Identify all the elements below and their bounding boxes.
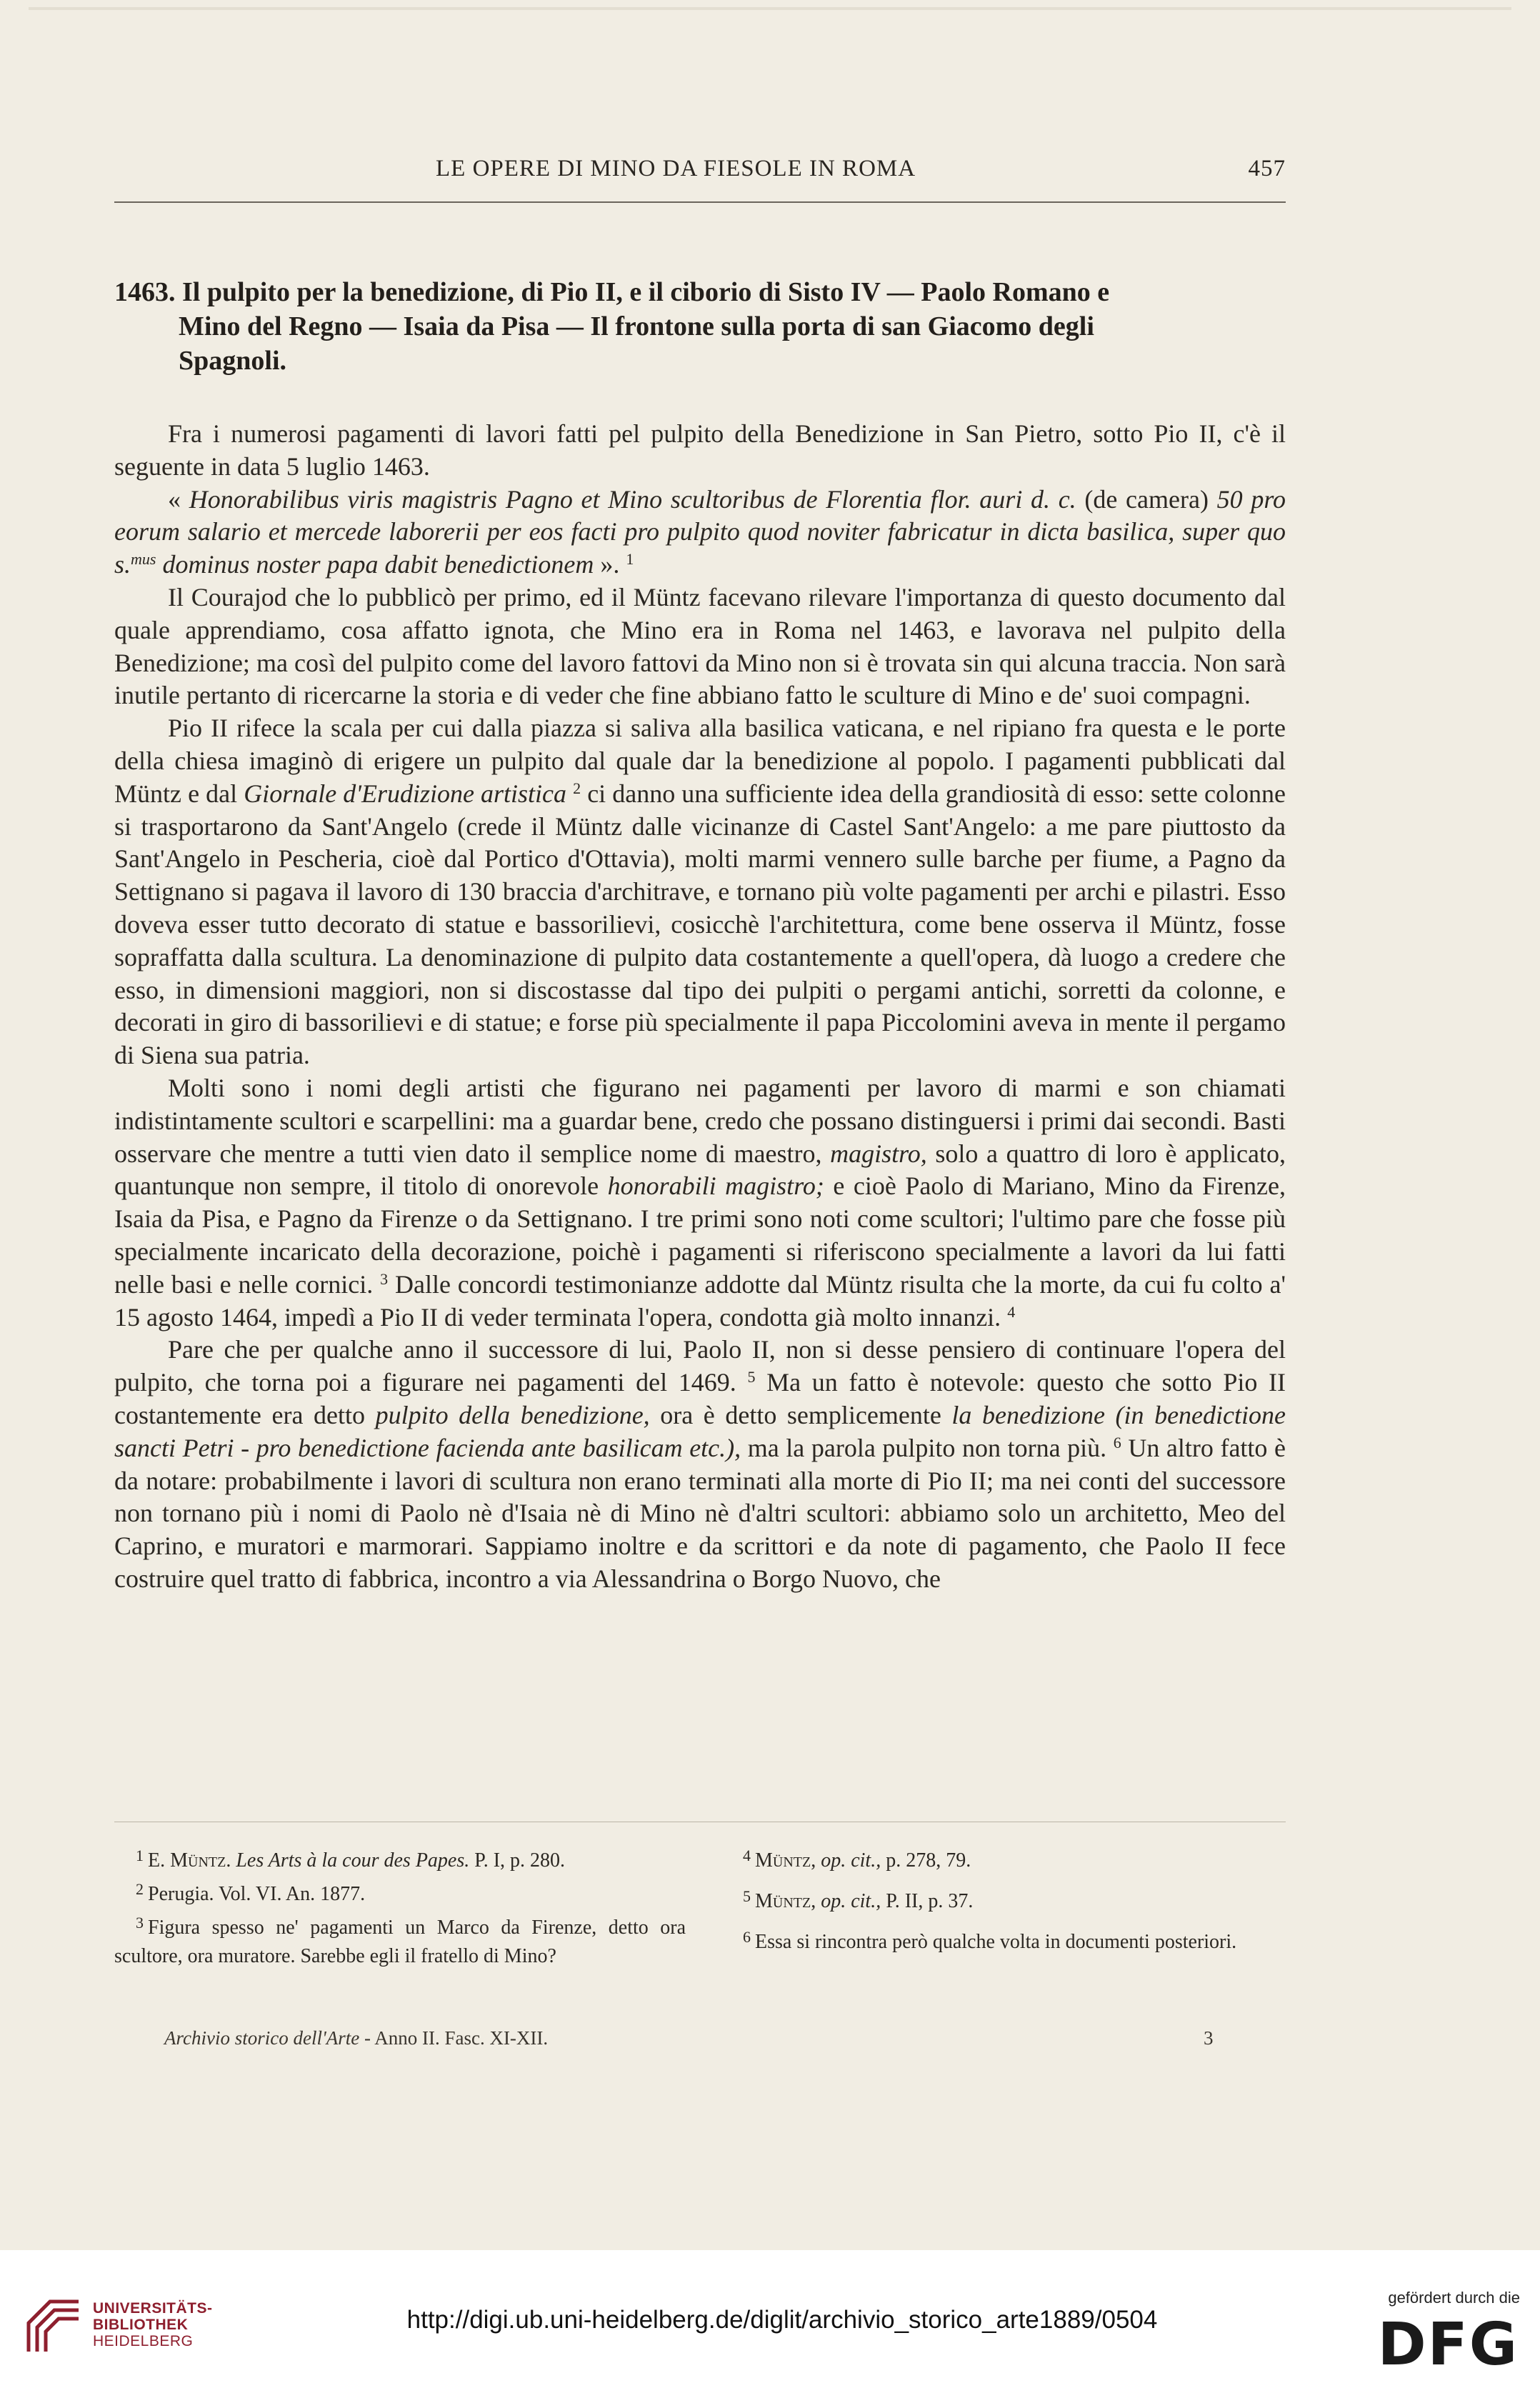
paragraph-5: Molti sono i nomi degli artisti che figurano nei pagamenti per lavoro di marmi e son chiamati indistintamente scultori e scarpellini: ma a guardar bene, credo che possano distinguersi i primi dai secondi. Basti osservare che mentre a tutti vien dato il semplice nome di maestro, magistro, solo a quattro di loro è applicato, quantunque non sempre, il titolo di onorevole honorabili magistro; e cioè Paolo di Mariano, Mino da Firenze, Isaia da Pisa, e Pagno da Firenze o da Settignano. I tre primi sono noti come scultori; l'ultimo pare che fosse più specialmente incaricato della decorazione, poichè i pagamenti si riferiscono specialmente a lavori da lui fatti nelle basi e nelle cornici. $^3$ Dalle concordi testimonianze addotte dal Müntz risulta che la morte, da cui fu colto a' 15 agosto 1464, impedì a Pio II di veder terminata l'opera, condotta già molto innanzi. $^4$ (114, 1073, 1286, 1332)
footnote-ref-2: 2 (573, 779, 581, 797)
page-edge (29, 7, 1511, 10)
section-heading (114, 275, 1286, 378)
footnotes-right-column (721, 1842, 1286, 1964)
digitization-footer (0, 2250, 1540, 2398)
footnote-4: $^4$ Müntz, op. cit., p. 278, 79. (743, 1847, 971, 1872)
footnote-3: $^3$ Figura spesso ne' pagamenti un Marco da Firenze, detto ora scultore, ora muratore. Sarebbe egli il fratello di Mino? (114, 1914, 686, 1967)
dfg-logo: DFG (1377, 2311, 1519, 2379)
footnote-1: $^1$ E. Müntz. Les Arts à la cour des Papes. P. I, p. 280. (136, 1847, 566, 1872)
gathering-signature: 3 (1204, 2027, 1214, 2049)
library-name: UNIVERSITÄTS- BIBLIOTHEK HEIDELBERG (93, 2300, 213, 2349)
heading-line-1: 1463. Il pulpito per la benedizione, di Pio II, e il ciborio di Sisto IV — Paolo Romano e (114, 277, 1110, 307)
latin-quote-1: Honorabilibus viris magistris Pagno et Mino scultoribus de Florentia flor. auri d. c. (189, 484, 1076, 514)
footnotes-left-column (114, 1842, 686, 1971)
page-bottom-line (114, 2027, 1286, 2056)
footnote-5: $^5$ Müntz, op. cit., P. II, p. 37. (743, 1887, 974, 1912)
university-library-logo-icon (21, 2294, 86, 2359)
footnote-2: $^2$ Perugia. Vol. VI. An. 1877. (136, 1880, 366, 1905)
running-head (114, 156, 1286, 199)
latin-quote-2: 50 pro eorum salario et mercede laborerii per eos facti pro pulpito quod noviter fabricatur in dicta basilica, super quo s. (114, 484, 1286, 579)
permalink-url[interactable]: http://digi.ub.uni-heidelberg.de/diglit/archivio_storico_arte1889/0504 (406, 2306, 1158, 2334)
paragraph-6: Pare che per qualche anno il successore di lui, Paolo II, non si desse pensiero di continuare l'opera del pulpito, che torna poi a figurare nei pagamenti del 1469. $^5$ Ma un fatto è notevole: questo che sotto Pio II costantemente era detto pulpito della benedizione, ora è detto semplicemente la benedizione (in benedictione sancti Petri - pro benedictione facienda ante basilicam etc.), ma la parola pulpito non torna più. $^6$ Un altro fatto è da notare: probabilmente i lavori di scultura non erano terminati alla morte di Pio II; ma nei conti del successore non tornano più i nomi di Paolo nè d'Isaia nè di Mino nè d'altri scultori: abbiamo solo un architetto, Meo del Caprino, e muratori e marmorari. Sappiamo inoltre e da scrittori e da note di pagamento, che Paolo II fece costruire quel tratto di fabbrica, incontro a via Alessandrina o Borgo Nuovo, che (114, 1335, 1286, 1593)
footnote-ref-5: 5 (747, 1368, 756, 1387)
body-text (114, 418, 1286, 1596)
heading-line-2: Mino del Regno — Isaia da Pisa — Il frontone sulla porta di san Giacomo degli (179, 311, 1094, 341)
page-number: 457 (1248, 156, 1286, 181)
footnote-ref-3: 3 (380, 1269, 389, 1288)
journal-title-ref: Giornale d'Erudizione artistica (244, 779, 567, 808)
footnote-6: $^6$ Essa si rincontra però qualche volta in documenti posteriori. (743, 1928, 1237, 1953)
journal-signature: Archivio storico dell'Arte - Anno II. Fasc. XI-XII. (164, 2027, 549, 2049)
footnote-ref-4: 4 (1007, 1302, 1016, 1321)
paragraph-2: « Honorabilibus viris magistris Pagno et Mino scultoribus de Florentia flor. auri d. c. (de camera) 50 pro eorum salario et mercede laborerii per eos facti pro pulpito quod noviter fabricatur in dicta basilica, super quo s.$^{mus}$ dominus noster papa dabit benedictionem ». $^1$ (114, 484, 1286, 579)
footnote-ref-6: 6 (1113, 1433, 1121, 1452)
paragraph-3: Il Courajod che lo pubblicò per primo, ed il Müntz facevano rilevare l'importanza di questo documento dal quale apprendiamo, cosa affatto ignota, che Mino era in Roma nel 1463, e lavorava nel pulpito della Benedizione; ma così del pulpito come del lavoro fattovi da Mino non si è trovata sin qui alcuna traccia. Non sarà inutile pertanto di ricercarne la storia e di veder che fine abbiano fatto le sculture di Mino e de' suoi compagni. (114, 582, 1286, 710)
paragraph-1: Fra i numerosi pagamenti di lavori fatti pel pulpito della Benedizione in San Pietro, sotto Pio II, c'è il seguente in data 5 luglio 1463. (114, 419, 1286, 481)
running-head-title: LE OPERE DI MINO DA FIESOLE IN ROMA (436, 156, 916, 181)
header-rule (114, 201, 1286, 203)
paragraph-4: Pio II rifece la scala per cui dalla piazza si saliva alla basilica vaticana, e nel ripiano fra questa e le porte della chiesa imaginò di erigere un pulpito dal quale dar la benedizione al popolo. I pagamenti pubblicati dal Müntz e dal Giornale d'Erudizione artistica $^2$ ci danno una sufficiente idea della grandiosità di esso: sette colonne si trasportarono da Sant'Angelo (crede il Müntz dalle vicinanze di Castel Sant'Angelo: a me pare piuttosto da Sant'Angelo in Pescheria, cioè dal Portico d'Ottavia), molti marmi vennero sulle barche per fiume, a Pagno da Settignano si pagava il lavoro di 130 braccia d'architrave, e tornano più volte pagamenti per archi e pilastri. Esso doveva esser tutto decorato di statue e bassorilievi, cosicchè l'architettura, come bene osserva il Müntz, fosse sopraffatta dalla scultura. La denominazione di pulpito data costantemente a quell'opera, dà luogo a credere che esso, in dimensioni maggiori, non si discostasse dal tipo dei pulpiti o pergami antichi, sorretti da colonne, e decorati in giro di bassorilievi e di statue; e forse più specialmente il papa Piccolomini aveva in mente il pergamo di Siena sua patria. (114, 714, 1286, 1070)
footnote-ref-1: 1 (626, 550, 634, 569)
funding-caption: gefördert durch die (1388, 2289, 1520, 2307)
heading-line-3: Spagnoli. (179, 346, 287, 376)
